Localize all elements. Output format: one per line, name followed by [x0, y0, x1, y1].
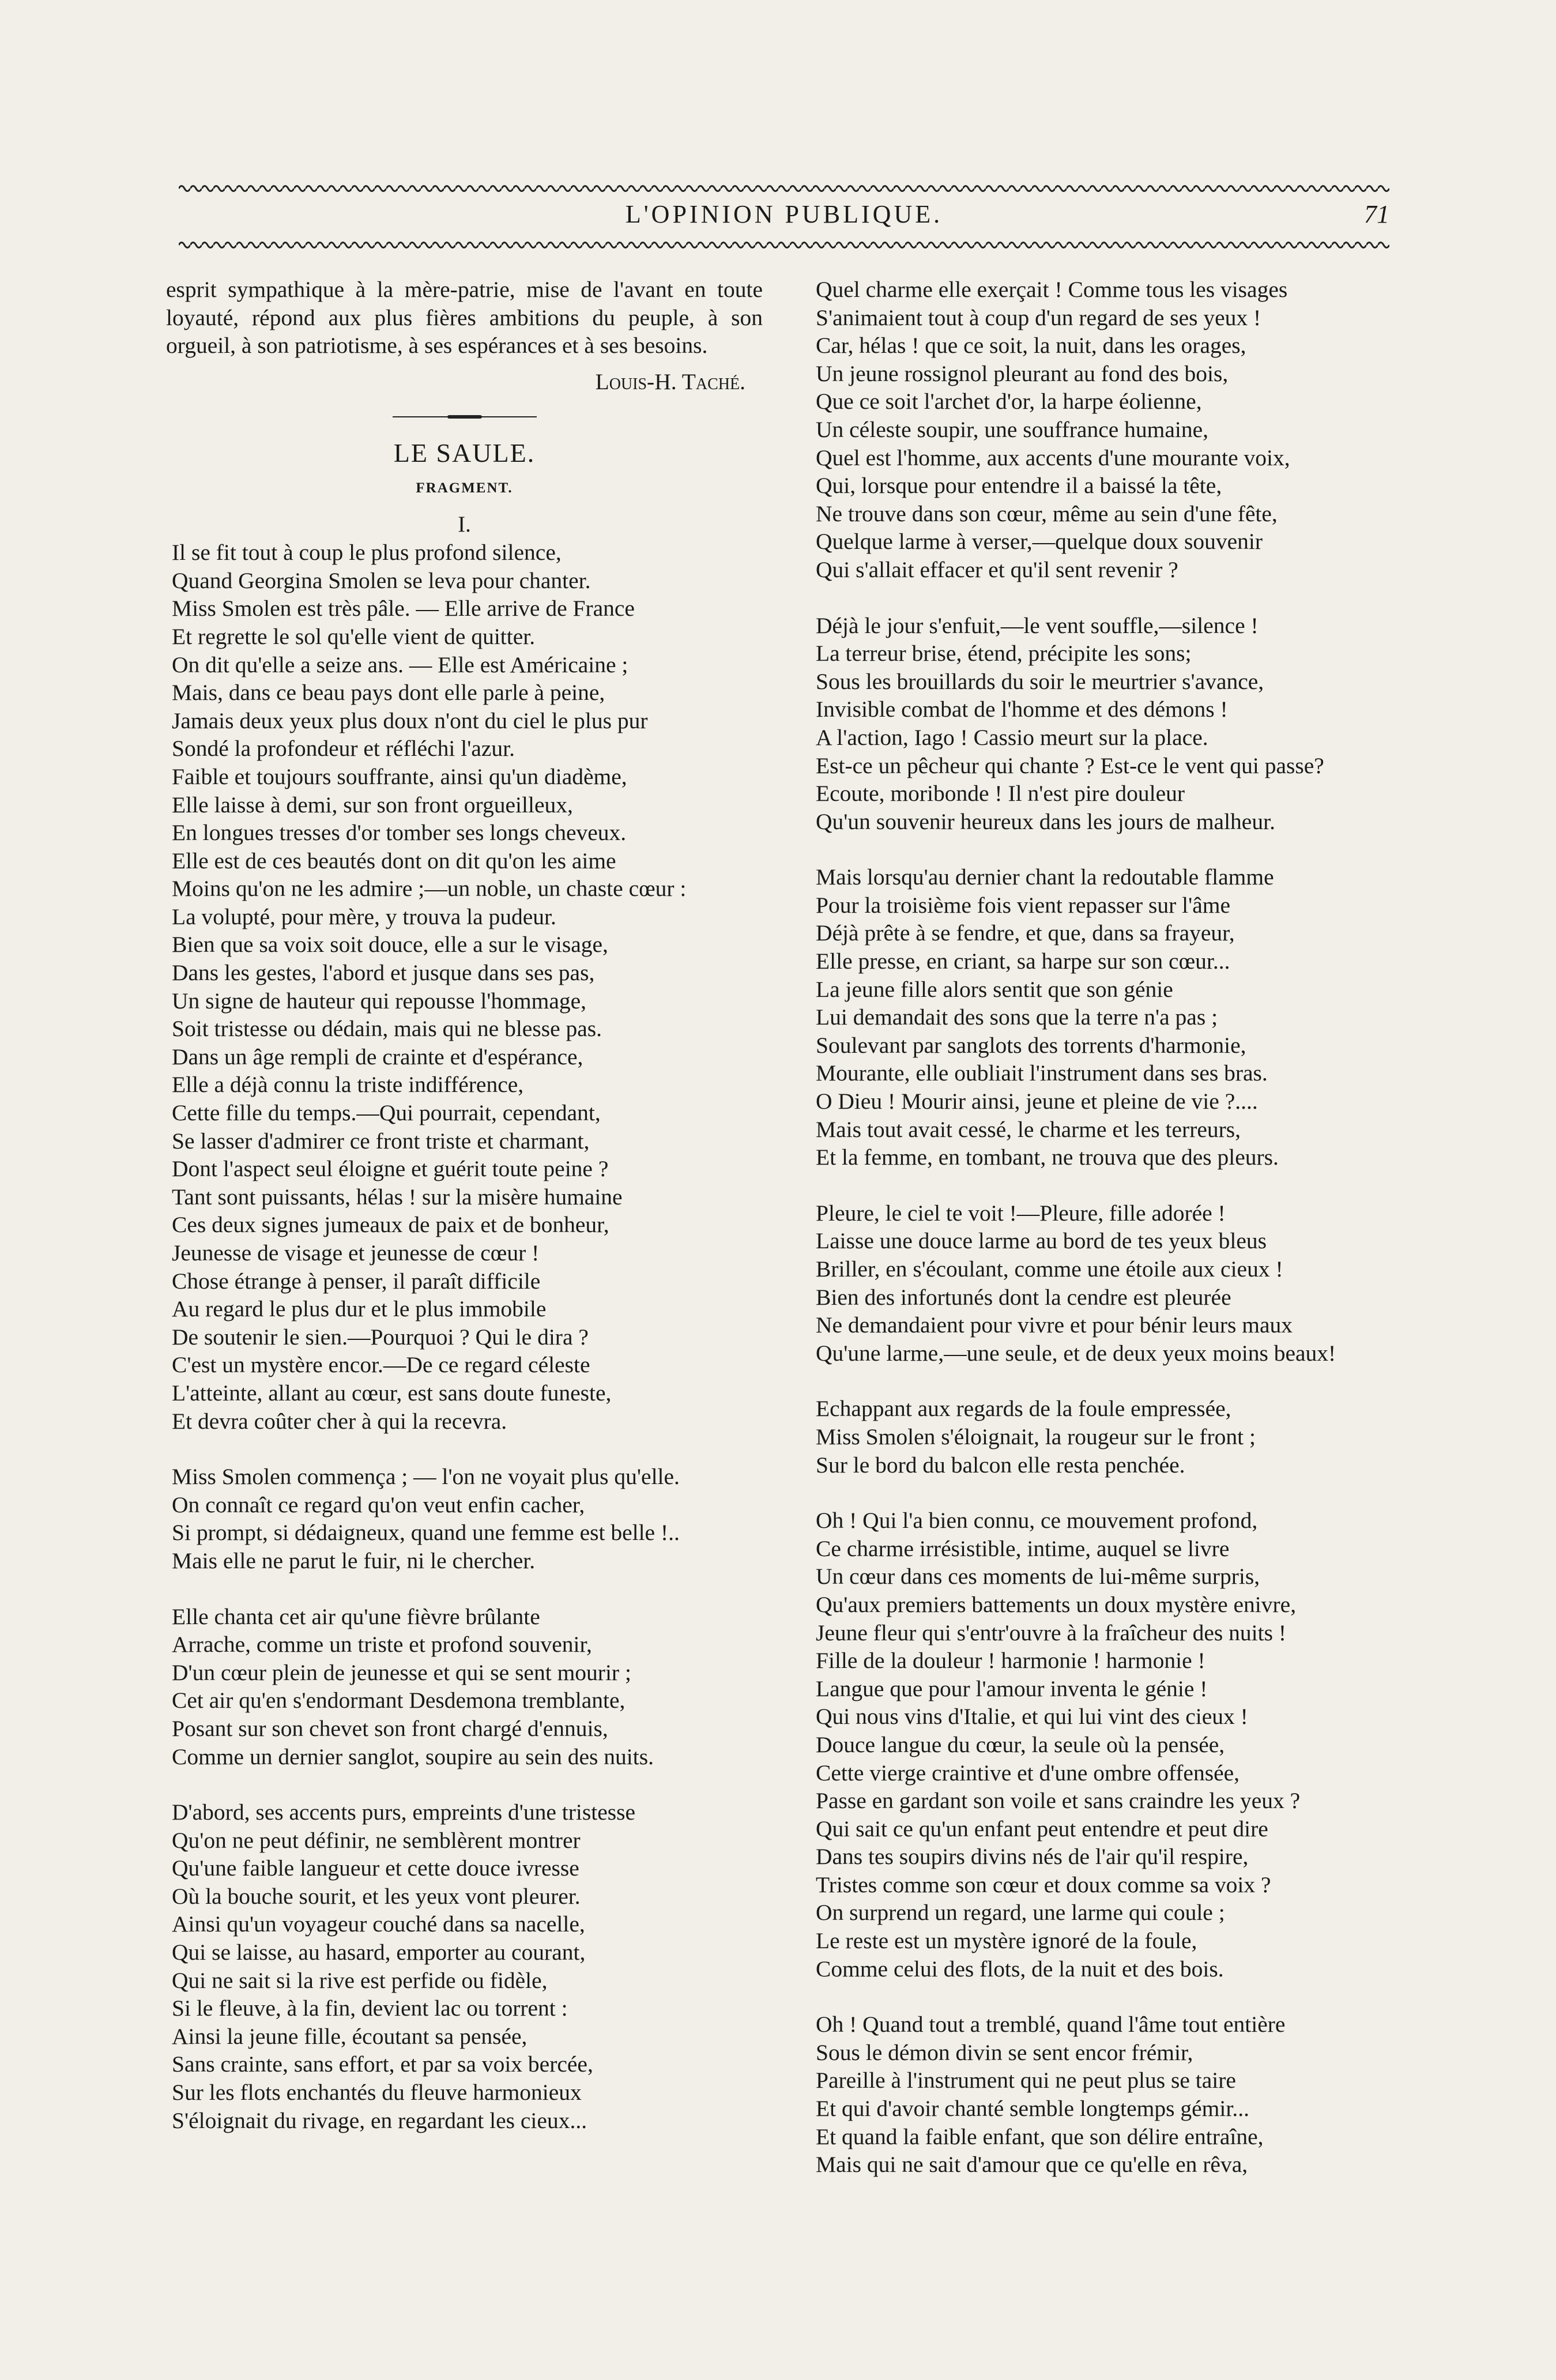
verse-line: Qui sait ce qu'un enfant peut entendre et peut dire: [816, 1816, 1268, 1842]
verse-line: Comme celui des flots, de la nuit et des bois.: [816, 1956, 1224, 1982]
verse-line: Arrache, comme un triste et profond souvenir,: [172, 1632, 592, 1658]
verse-line: Moins qu'on ne les admire ;—un noble, un chaste cœur :: [172, 876, 687, 902]
stanza-gap: [166, 1435, 763, 1463]
verse-line: Sous le démon divin se sent encor frémir,: [816, 2039, 1193, 2065]
stanza: [816, 1395, 1407, 1479]
verse-line: Chose étrange à penser, il paraît difficile: [172, 1268, 541, 1294]
verse-line: Est-ce un pêcheur qui chante ? Est-ce le vent qui passe?: [816, 752, 1324, 778]
verse-line: D'abord, ses accents purs, empreints d'une tristesse: [172, 1799, 636, 1825]
newspaper-title: L'OPINION PUBLIQUE.: [625, 200, 943, 228]
verse-line: Si prompt, si dédaigneux, quand une femme est belle !..: [172, 1520, 680, 1546]
stanza: [816, 1507, 1407, 1983]
right-column: [810, 276, 1407, 2179]
verse-line: Et la femme, en tombant, ne trouva que des pleurs.: [816, 1144, 1279, 1170]
verse-line: Ainsi qu'un voyageur couché dans sa nacelle,: [172, 1911, 585, 1937]
verse-line: Miss Smolen commença ; — l'on ne voyait plus qu'elle.: [172, 1464, 680, 1490]
verse-line: Qui ne sait si la rive est perfide ou fidèle,: [172, 1967, 548, 1993]
verse-line: Elle chanta cet air qu'une fièvre brûlante: [172, 1603, 540, 1629]
stanza: [172, 1603, 763, 1771]
verse-line: Bien des infortunés dont la cendre est pleurée: [816, 1284, 1231, 1310]
verse-line: Mais qui ne sait d'amour que ce qu'elle en rêva,: [816, 2152, 1248, 2178]
article-ending: esprit sympathique à la mère-patrie, mise de l'avant en toute loyauté, répond aux plus fières ambitions du peuple, à son orgueil, à son patriotisme, à ses espérances et à ses besoins.: [166, 277, 763, 359]
verse-line: Dans un âge rempli de crainte et d'espérance,: [172, 1044, 583, 1070]
stanza: [816, 612, 1407, 836]
verse-line: Un céleste soupir, une souffrance humaine,: [816, 416, 1209, 442]
stanza-gap: [810, 1172, 1407, 1199]
verse-line: Quel charme elle exerçait ! Comme tous les visages: [816, 277, 1288, 302]
verse-line: La terreur brise, étend, précipite les sons;: [816, 641, 1192, 666]
verse-line: Car, hélas ! que ce soit, la nuit, dans les orages,: [816, 333, 1246, 359]
verse-line: Un jeune rossignol pleurant au fond des bois,: [816, 360, 1229, 386]
stanza-gap: [810, 584, 1407, 612]
verse-line: Ainsi la jeune fille, écoutant sa pensée,: [172, 2023, 528, 2049]
verse-line: Cet air qu'en s'endormant Desdemona tremblante,: [172, 1688, 626, 1714]
verse-line: Au regard le plus dur et le plus immobile: [172, 1296, 547, 1322]
verse-line: Qui nous vins d'Italie, et qui lui vint des cieux !: [816, 1704, 1248, 1730]
stanza-gap: [166, 1575, 763, 1603]
stanza: [172, 1463, 763, 1575]
verse-line: Qu'aux premiers battements un doux mystère enivre,: [816, 1591, 1297, 1617]
verse-line: Se lasser d'admirer ce front triste et charmant,: [172, 1128, 590, 1154]
section-divider: [393, 415, 537, 419]
verse-line: O Dieu ! Mourir ainsi, jeune et pleine de vie ?....: [816, 1089, 1258, 1114]
poem-title: LE SAULE.: [393, 438, 536, 468]
verse-line: Et qui d'avoir chanté semble longtemps gémir...: [816, 2096, 1249, 2122]
verse-line: Quelque larme à verser,—quelque doux souvenir: [816, 529, 1263, 555]
verse-line: Briller, en s'écoulant, comme une étoile aux cieux !: [816, 1256, 1283, 1282]
verse-line: Sondé la profondeur et réfléchi l'azur.: [172, 736, 515, 762]
verse-line: Qu'un souvenir heureux dans les jours de malheur.: [816, 808, 1275, 834]
header-wavy-rule-bottom: [179, 239, 1389, 251]
verse-line: Le reste est un mystère ignoré de la foule,: [816, 1928, 1197, 1954]
verse-line: Qui s'allait effacer et qu'il sent revenir ?: [816, 556, 1178, 582]
verse-line: Comme un dernier sanglot, soupire au sein des nuits.: [172, 1743, 654, 1769]
stanza: [172, 1798, 763, 2134]
verse-line: Elle est de ces beautés dont on dit qu'on les aime: [172, 848, 616, 873]
verse-line: Posant sur son chevet son front chargé d'ennuis,: [172, 1715, 608, 1741]
poem-subtitle: FRAGMENT.: [416, 480, 513, 496]
verse-line: Miss Smolen est très pâle. — Elle arrive de France: [172, 596, 635, 622]
verse-line: Et devra coûter cher à qui la recevra.: [172, 1408, 507, 1434]
stanza: [816, 863, 1407, 1172]
verse-line: La jeune fille alors sentit que son génie: [816, 976, 1173, 1002]
verse-line: L'atteinte, allant au cœur, est sans doute funeste,: [172, 1380, 612, 1406]
verse-line: Qu'une faible langueur et cette douce ivresse: [172, 1855, 579, 1881]
verse-line: Qu'une larme,—une seule, et de deux yeux moins beaux!: [816, 1340, 1336, 1366]
verse-line: Mais elle ne parut le fuir, ni le chercher.: [172, 1547, 536, 1573]
verse-line: Si le fleuve, à la fin, devient lac ou torrent :: [172, 1995, 568, 2021]
verse-line: Jamais deux yeux plus doux n'ont du ciel le plus pur: [172, 707, 648, 733]
left-poem-body: [166, 538, 763, 2134]
verse-line: Lui demandait des sons que la terre n'a pas ;: [816, 1004, 1218, 1030]
left-column: [166, 276, 763, 2134]
verse-line: Pareille à l'instrument qui ne peut plus se taire: [816, 2068, 1236, 2093]
verse-line: Jeunesse de visage et jeunesse de cœur !: [172, 1240, 540, 1266]
stanza: [816, 1199, 1407, 1368]
stanza-gap: [810, 1983, 1407, 2010]
verse-line: Ne trouve dans son cœur, même au sein d'une fête,: [816, 500, 1278, 526]
verse-line: C'est un mystère encor.—De ce regard céleste: [172, 1352, 590, 1378]
verse-line: Un signe de hauteur qui repousse l'hommage,: [172, 988, 587, 1014]
verse-line: Il se fit tout à coup le plus profond silence,: [172, 540, 562, 566]
verse-line: Bien que sa voix soit douce, elle a sur le visage,: [172, 932, 608, 958]
verse-line: Fille de la douleur ! harmonie ! harmonie !: [816, 1648, 1205, 1674]
verse-line: Passe en gardant son voile et sans craindre les yeux ?: [816, 1788, 1301, 1814]
verse-line: Soulevant par sanglots des torrents d'harmonie,: [816, 1032, 1246, 1058]
verse-line: Oh ! Quand tout a tremblé, quand l'âme tout entière: [816, 2012, 1286, 2038]
stanza: [172, 538, 763, 1435]
verse-line: Faible et toujours souffrante, ainsi qu'un diadème,: [172, 763, 627, 789]
verse-line: Déjà le jour s'enfuit,—le vent souffle,—silence !: [816, 612, 1259, 638]
verse-line: Langue que pour l'amour inventa le génie !: [816, 1675, 1208, 1701]
verse-line: Sur les flots enchantés du fleuve harmonieux: [172, 2080, 582, 2106]
verse-line: On dit qu'elle a seize ans. — Elle est Américaine ;: [172, 652, 628, 677]
page-header: [179, 199, 1389, 234]
author-signature: Louis-H. Taché.: [595, 368, 745, 394]
page-number: 71: [1364, 200, 1389, 228]
verse-line: Sur le bord du balcon elle resta penchée.: [816, 1452, 1185, 1478]
verse-line: Où la bouche sourit, et les yeux vont pleurer.: [172, 1883, 581, 1909]
verse-line: Mais, dans ce beau pays dont elle parle à peine,: [172, 680, 605, 706]
verse-line: On surprend un regard, une larme qui coule ;: [816, 1900, 1225, 1926]
verse-line: S'éloignait du rivage, en regardant les cieux...: [172, 2107, 587, 2133]
verse-line: Cette vierge craintive et d'une ombre offensée,: [816, 1760, 1240, 1786]
verse-line: Déjà prête à se fendre, et que, dans sa frayeur,: [816, 920, 1235, 946]
verse-line: Soit tristesse ou dédain, mais qui ne blesse pas.: [172, 1016, 602, 1042]
verse-line: Tristes comme son cœur et doux comme sa voix ?: [816, 1871, 1271, 1897]
verse-line: En longues tresses d'or tomber ses longs cheveux.: [172, 820, 627, 846]
verse-line: Jeune fleur qui s'entr'ouvre à la fraîcheur des nuits !: [816, 1620, 1286, 1645]
verse-line: Oh ! Qui l'a bien connu, ce mouvement profond,: [816, 1508, 1258, 1534]
verse-line: Pour la troisième fois vient repasser sur l'âme: [816, 892, 1231, 918]
verse-line: Douce langue du cœur, la seule où la pensée,: [816, 1731, 1225, 1757]
stanza-gap: [810, 1479, 1407, 1507]
verse-line: Elle presse, en criant, sa harpe sur son cœur...: [816, 948, 1230, 974]
verse-line: Sans crainte, sans effort, et par sa voix bercée,: [172, 2051, 593, 2077]
verse-line: Invisible combat de l'homme et des démons !: [816, 696, 1228, 722]
verse-line: Mais tout avait cessé, le charme et les terreurs,: [816, 1116, 1241, 1142]
verse-line: Cette fille du temps.—Qui pourrait, cependant,: [172, 1100, 601, 1126]
verse-line: D'un cœur plein de jeunesse et qui se sent mourir ;: [172, 1659, 631, 1685]
verse-line: Et quand la faible enfant, que son délire entraîne,: [816, 2123, 1264, 2149]
verse-line: Ce charme irrésistible, intime, auquel se livre: [816, 1535, 1230, 1561]
verse-line: Elle laisse à demi, sur son front orgueilleux,: [172, 792, 573, 818]
verse-line: Quand Georgina Smolen se leva pour chanter.: [172, 567, 591, 593]
verse-line: On connaît ce regard qu'on veut enfin cacher,: [172, 1492, 585, 1517]
stanza: [816, 2010, 1407, 2179]
verse-line: Dont l'aspect seul éloigne et guérit toute peine ?: [172, 1156, 609, 1182]
verse-line: Laisse une douce larme au bord de tes yeux bleus: [816, 1228, 1267, 1254]
verse-line: Que ce soit l'archet d'or, la harpe éolienne,: [816, 389, 1202, 415]
verse-line: Ne demandaient pour vivre et pour bénir leurs maux: [816, 1312, 1293, 1338]
verse-line: Qui, lorsque pour entendre il a baissé la tête,: [816, 473, 1222, 499]
verse-line: De soutenir le sien.—Pourquoi ? Qui le dira ?: [172, 1324, 589, 1350]
part-number: I.: [458, 511, 471, 537]
stanza: [816, 276, 1407, 584]
verse-line: Dans les gestes, l'abord et jusque dans ses pas,: [172, 960, 595, 986]
verse-line: Tant sont puissants, hélas ! sur la misère humaine: [172, 1184, 623, 1210]
verse-line: S'animaient tout à coup d'un regard de ses yeux !: [816, 304, 1261, 330]
verse-line: Mourante, elle oubliait l'instrument dans ses bras.: [816, 1060, 1268, 1086]
verse-line: Sous les brouillards du soir le meurtrier s'avance,: [816, 668, 1264, 694]
verse-line: Dans tes soupirs divins nés de l'air qu'il respire,: [816, 1844, 1249, 1870]
verse-line: Echappant aux regards de la foule empressée,: [816, 1396, 1231, 1422]
verse-line: Pleure, le ciel te voit !—Pleure, fille adorée !: [816, 1200, 1226, 1226]
verse-line: Et regrette le sol qu'elle vient de quitter.: [172, 623, 536, 649]
verse-line: Qui se laisse, au hasard, emporter au courant,: [172, 1940, 586, 1965]
verse-line: Ces deux signes jumeaux de paix et de bonheur,: [172, 1212, 609, 1238]
header-wavy-rule-top: [179, 182, 1389, 195]
verse-line: Miss Smolen s'éloignait, la rougeur sur le front ;: [816, 1424, 1256, 1449]
verse-line: Un cœur dans ces moments de lui-même surpris,: [816, 1564, 1260, 1590]
verse-line: La volupté, pour mère, y trouva la pudeur.: [172, 903, 556, 929]
verse-line: Elle a déjà connu la triste indifférence,: [172, 1072, 524, 1098]
stanza-gap: [166, 1771, 763, 1798]
verse-line: Qu'on ne peut définir, ne semblèrent montrer: [172, 1827, 581, 1853]
verse-line: Quel est l'homme, aux accents d'une mourante voix,: [816, 445, 1290, 470]
right-poem-body: [810, 276, 1407, 2179]
stanza-gap: [810, 835, 1407, 863]
stanza-gap: [810, 1367, 1407, 1395]
verse-line: Mais lorsqu'au dernier chant la redoutable flamme: [816, 864, 1274, 890]
verse-line: A l'action, Iago ! Cassio meurt sur la place.: [816, 724, 1208, 750]
verse-line: Ecoute, moribonde ! Il n'est pire douleur: [816, 781, 1185, 807]
